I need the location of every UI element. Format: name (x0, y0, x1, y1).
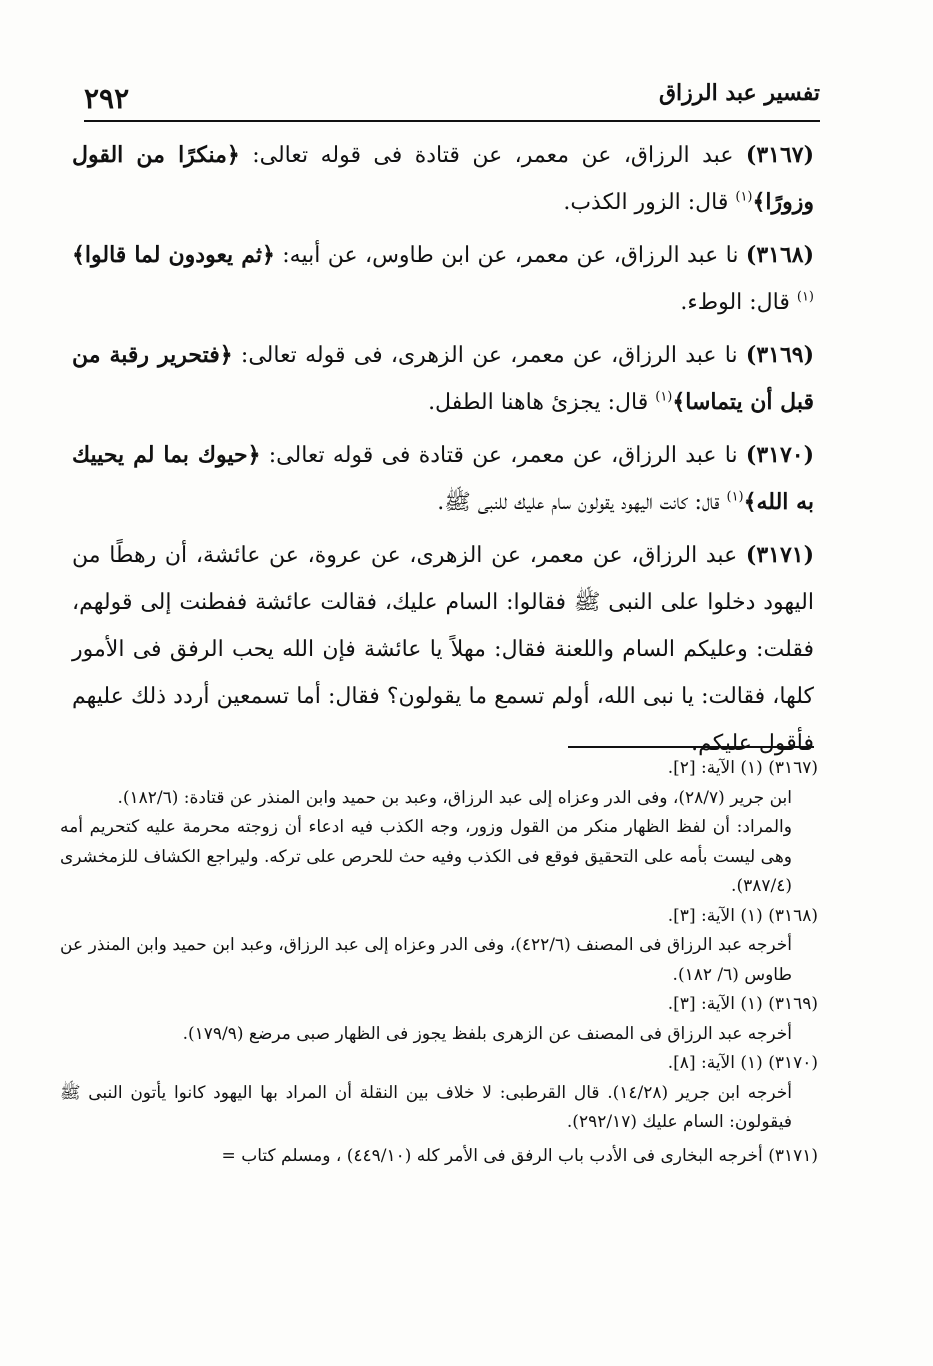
main-text (72, 132, 814, 773)
quran-quote: ﴿منكرًا من القول وزورًا﴾ (72, 142, 814, 215)
footnote-head: (٣١٦٨) (١) الآية: [٣]. (667, 905, 818, 926)
page-header (84, 76, 820, 122)
entry-number: (٣١٦٧) (745, 142, 815, 168)
quran-quote: ﴿فتحرير رقبة من قبل أن يتماسا﴾ (72, 342, 814, 415)
entry-number: (٣١٧١) (745, 542, 814, 568)
footnote-item (60, 1142, 818, 1172)
entry-text: قال: الوطء. (680, 290, 797, 315)
footnote-head: (٣١٧٠) (١) الآية: [٨]. (667, 1053, 818, 1073)
footnotes (60, 754, 818, 1171)
entry-text: قال: كانت اليهود يقولون سام عليك للنبى ﷺ. (437, 490, 727, 515)
footnote-head: (٣١٧١) (768, 1145, 818, 1166)
quran-quote: ﴿ثم يعودون لما قالوا﴾ (72, 242, 275, 268)
entry-text: عبد الرزاق، عن معمر، عن قتادة فى قوله تعالى: (239, 143, 746, 168)
footnote-head: (٣١٦٩) (١) الآية: [٣]. (667, 994, 818, 1014)
entry-text: نا عبد الرزاق، عن معمر، عن قتادة فى قوله تعالى: (260, 443, 746, 468)
entry-text: قال: الزور الكذب. (563, 190, 736, 215)
footnote-head: (٣١٦٧) (١) الآية: [٢]. (667, 758, 818, 778)
entry-text: عبد الرزاق، عن معمر، عن الزهرى، عن عروة، عن عائشة، أن رهطًا من اليهود دخلوا على النبى ﷺ فقالوا: السام عليك، فقالت عائشة ففطنت إلى قولهم، فقلت: وعليكم السام واللعنة فقال: مهلاً يا عائشة فإن الله يحب الرفق فى الأمور كلها، فقالت: يا نبى الله، أولم تسمع ما يقولون؟ فقال: أما تسمعين أردد ذلك عليهم فأقول عليكم. (72, 543, 814, 756)
entry-number: (٣١٦٩) (745, 342, 814, 368)
footnote-ref: (١) (655, 389, 673, 405)
running-title: تفسير عبد الرزاق (658, 80, 820, 106)
entry-3170 (72, 432, 814, 526)
footnote-text: أخرجه البخارى فى الأدب باب الرفق فى الأمر كله (٤٤٩/١٠) ، ومسلم كتاب = (221, 1145, 763, 1166)
footnote-divider (568, 746, 814, 748)
entry-number: (٣١٦٨) (745, 242, 814, 268)
footnote-ref: (١) (735, 189, 753, 205)
entry-text: نا عبد الرزاق، عن معمر، عن ابن طاوس، عن أبيه: (274, 243, 746, 268)
quran-quote: ﴿حيوك بما لم يحييك به الله﴾ (72, 442, 814, 515)
footnote-text: أخرجه عبد الرزاق فى المصنف عن الزهرى بلفظ يجوز فى الظهار صبى مرضع (١٧٩/٩). (182, 1023, 792, 1044)
footnote-text: أخرجه عبد الرزاق فى المصنف (٤٢٢/٦)، وفى الدر وعزاه إلى عبد الرزاق، وعبد ابن حميد وابن المنذر عن طاوس (٦/ ١٨٢). (60, 935, 792, 985)
entry-text: نا عبد الرزاق، عن معمر، عن الزهرى، فى قوله تعالى: (232, 343, 746, 368)
footnote-text: ابن جرير (٢٨/٧)، وفى الدر وعزاه إلى عبد الرزاق، وعبد بن حميد وابن المنذر عن قتادة: (١٨٢/٦). (117, 787, 792, 808)
footnote-text: والمراد: أن لفظ الظهار منكر من القول وزور، وجه الكذب فيه ادعاء أن زوجته محرمة عليه كتحريم أمه وهى ليست بأمه على التحقيق فوقع فى الكذب وفيه حث للحرص على تركه. وليراجع الكشاف للزمخشرى (٣٨٧/٤). (60, 817, 792, 896)
page-number: ٢٩٢ (84, 82, 130, 115)
entry-text: قال: يجزئ هاهنا الطفل. (428, 390, 656, 415)
entry-3167 (72, 132, 814, 226)
entry-number: (٣١٧٠) (745, 442, 814, 468)
entry-3171 (72, 532, 814, 767)
footnote-ref: (١) (726, 489, 744, 505)
entry-3169 (72, 332, 814, 426)
footnote-ref: (١) (796, 289, 814, 305)
entry-3168 (72, 232, 814, 326)
footnote-text: أخرجه ابن جرير (١٤/٢٨). قال القرطبى: لا خلاف بين النقلة أن المراد بها اليهود كانوا يأتون النبى ﷺ فيقولون: السام عليك (٢٩٢/١٧). (60, 1082, 792, 1132)
